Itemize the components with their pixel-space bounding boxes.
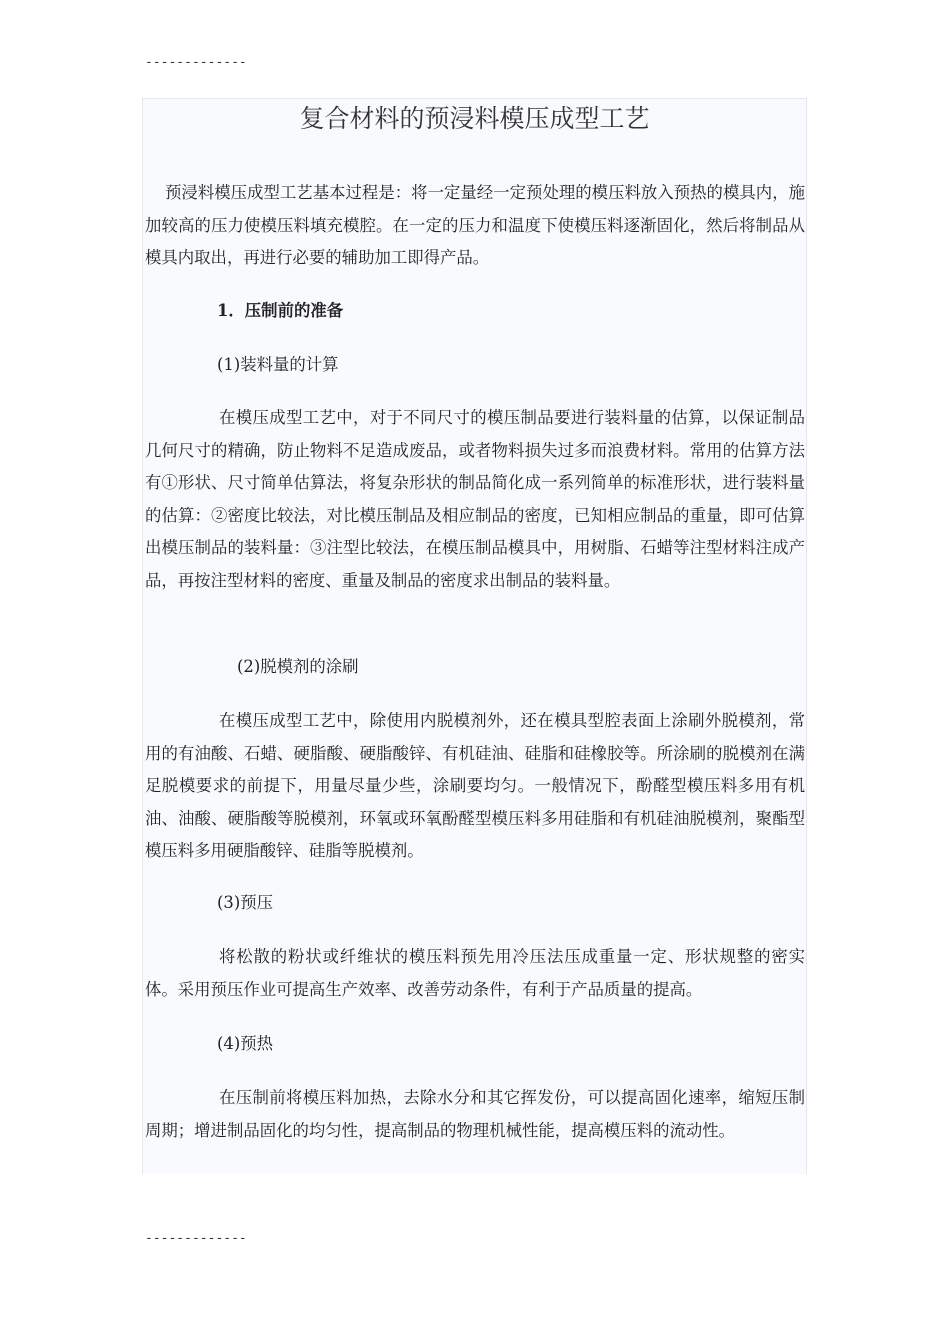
header-dash-line: ------------- (145, 55, 247, 70)
paragraph-prepressing: 将松散的粉状或纤维状的模压料预先用冷压法压成重量一定、形状规整的密实体。采用预压作业可提高生产效率、改善劳动条件，有利于产品质量的提高。 (145, 947, 805, 999)
subheading-preheating: (4)预热 (217, 1034, 273, 1053)
subheading-charge-calculation: (1)装料量的计算 (217, 355, 339, 374)
subheading-release-agent: (2)脱模剂的涂刷 (237, 657, 359, 676)
intro-paragraph: 预浸料模压成型工艺基本过程是：将一定量经一定预处理的模压料放入预热的模具内，施加较高的压力使模压料填充模腔。在一定的压力和温度下使模压料逐渐固化，然后将制品从模具内取出，再进行必要的辅助加工即得产品。 (145, 183, 805, 267)
footer-dash-line: ------------- (145, 1231, 247, 1246)
document-content (142, 98, 807, 1174)
subheading-prepressing: (3)预压 (217, 893, 273, 912)
paragraph-release-agent: 在模压成型工艺中，除使用内脱模剂外，还在模具型腔表面上涂刷外脱模剂，常用的有油酸、石蜡、硬脂酸、硬脂酸锌、有机硅油、硅脂和硅橡胶等。所涂刷的脱模剂在满足脱模要求的前提下，用量尽量少些，涂刷要均匀。一般情况下，酚醛型模压料多用有机油、油酸、硬脂酸等脱模剂，环氧或环氧酚醛型模压料多用硅脂和有机硅油脱模剂，聚酯型模压料多用硬脂酸锌、硅脂等脱模剂。 (145, 711, 805, 860)
document-title: 复合材料的预浸料模压成型工艺 (299, 104, 650, 133)
paragraph-preheating: 在压制前将模压料加热，去除水分和其它挥发份，可以提高固化速率，缩短压制周期；增进制品固化的均匀性，提高制品的物理机械性能，提高模压料的流动性。 (145, 1088, 805, 1140)
section-heading-preparation: 1．压制前的准备 (217, 301, 344, 320)
paragraph-charge-calculation: 在模压成型工艺中，对于不同尺寸的模压制品要进行装料量的估算，以保证制品几何尺寸的精确，防止物料不足造成废品，或者物料损失过多而浪费材料。常用的估算方法有①形状、尺寸简单估算法，将复杂形状的制品简化成一系列简单的标准形状，进行装料量的估算：②密度比较法，对比模压制品及相应制品的密度，已知相应制品的重量，即可估算出模压制品的装料量：③注型比较法，在模压制品模具中，用树脂、石蜡等注型材料注成产品，再按注型材料的密度、重量及制品的密度求出制品的装料量。 (145, 408, 805, 590)
